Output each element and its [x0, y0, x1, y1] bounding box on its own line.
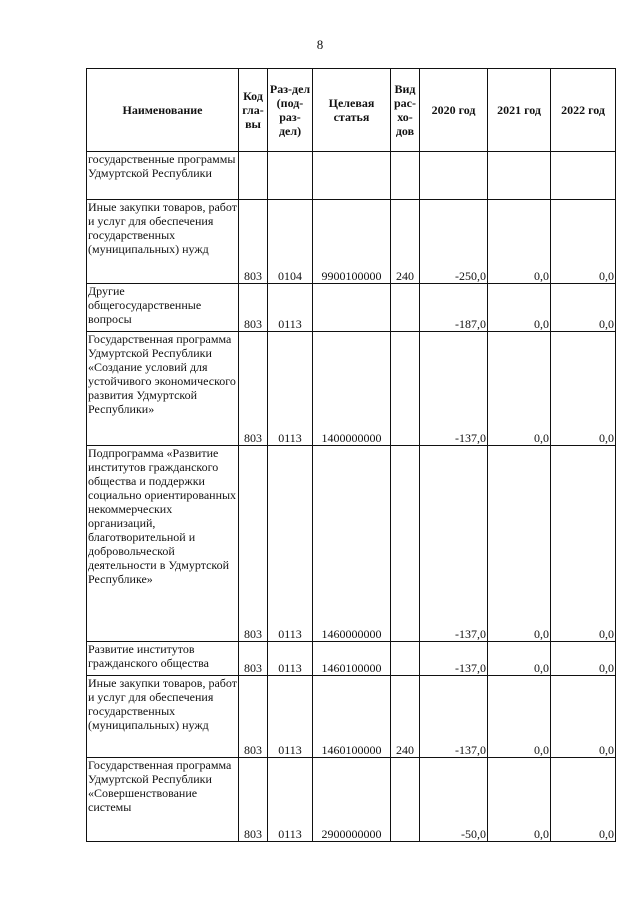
cell-target-article: 2900000000	[313, 758, 391, 842]
header-target-article: Целевая статья	[313, 69, 391, 152]
cell-name: Подпрограмма «Развитие институтов гражданского общества и поддержки социально ориентированных некоммерческих организаций, благотворительной и добровольческой деятельности в Удмуртской Республике»	[87, 446, 239, 642]
cell-2021: 0,0	[488, 642, 551, 676]
cell-2021: 0,0	[488, 446, 551, 642]
cell-section	[268, 152, 313, 200]
cell-expense-type	[391, 284, 420, 332]
cell-target-article: 1460100000	[313, 642, 391, 676]
header-2022: 2022 год	[551, 69, 616, 152]
cell-2020: -137,0	[420, 446, 488, 642]
cell-target-article: 1460100000	[313, 676, 391, 758]
table-header-row	[87, 69, 616, 152]
table-row	[87, 284, 616, 332]
cell-chapter-code: 803	[239, 758, 268, 842]
cell-section: 0113	[268, 758, 313, 842]
cell-2020: -187,0	[420, 284, 488, 332]
header-chapter-code-label: Код гла-вы	[242, 89, 264, 131]
cell-name: Государственная программа Удмуртской Республики «Создание условий для устойчивого экономического развития Удмуртской Республики»	[87, 332, 239, 446]
cell-2022: 0,0	[551, 332, 616, 446]
cell-2021: 0,0	[488, 200, 551, 284]
header-expense-type	[391, 69, 420, 152]
cell-2020: -250,0	[420, 200, 488, 284]
header-section-label: Раз-дел (под-раз-дел)	[269, 82, 311, 138]
table-row	[87, 676, 616, 758]
header-chapter-code	[239, 69, 268, 152]
cell-2020: -137,0	[420, 676, 488, 758]
cell-expense-type	[391, 152, 420, 200]
cell-2020: -50,0	[420, 758, 488, 842]
cell-name: Иные закупки товаров, работ и услуг для обеспечения государственных (муниципальных) нужд	[87, 200, 239, 284]
cell-expense-type	[391, 332, 420, 446]
cell-chapter-code: 803	[239, 446, 268, 642]
cell-chapter-code: 803	[239, 332, 268, 446]
cell-2020: -137,0	[420, 642, 488, 676]
cell-chapter-code	[239, 152, 268, 200]
cell-2020: -137,0	[420, 332, 488, 446]
cell-chapter-code: 803	[239, 642, 268, 676]
header-section	[268, 69, 313, 152]
table-row	[87, 332, 616, 446]
cell-expense-type	[391, 758, 420, 842]
cell-section: 0113	[268, 642, 313, 676]
header-name: Наименование	[87, 69, 239, 152]
cell-expense-type: 240	[391, 200, 420, 284]
table-row	[87, 446, 616, 642]
cell-2022: 0,0	[551, 758, 616, 842]
cell-2022: 0,0	[551, 284, 616, 332]
cell-2021: 0,0	[488, 676, 551, 758]
cell-target-article	[313, 152, 391, 200]
cell-section: 0113	[268, 446, 313, 642]
cell-2022: 0,0	[551, 676, 616, 758]
cell-name: Другие общегосударственные вопросы	[87, 284, 239, 332]
cell-2021	[488, 152, 551, 200]
cell-section: 0104	[268, 200, 313, 284]
cell-2022	[551, 152, 616, 200]
cell-2021: 0,0	[488, 758, 551, 842]
cell-2021: 0,0	[488, 284, 551, 332]
cell-2022: 0,0	[551, 642, 616, 676]
cell-expense-type: 240	[391, 676, 420, 758]
cell-2021: 0,0	[488, 332, 551, 446]
cell-target-article: 1400000000	[313, 332, 391, 446]
cell-name: государственные программы Удмуртской Республики	[87, 152, 239, 200]
page-number: 8	[316, 37, 324, 52]
table-row	[87, 200, 616, 284]
cell-name: Иные закупки товаров, работ и услуг для обеспечения государственных (муниципальных) нужд	[87, 676, 239, 758]
cell-section: 0113	[268, 284, 313, 332]
header-2021: 2021 год	[488, 69, 551, 152]
cell-2020	[420, 152, 488, 200]
cell-target-article	[313, 284, 391, 332]
cell-2022: 0,0	[551, 446, 616, 642]
header-expense-type-label: Вид рас-хо-дов	[394, 82, 416, 138]
header-2020: 2020 год	[420, 69, 488, 152]
cell-2022: 0,0	[551, 200, 616, 284]
table-row	[87, 642, 616, 676]
table-row	[87, 758, 616, 842]
cell-expense-type	[391, 642, 420, 676]
budget-table	[86, 68, 616, 842]
cell-expense-type	[391, 446, 420, 642]
cell-target-article: 9900100000	[313, 200, 391, 284]
cell-section: 0113	[268, 676, 313, 758]
cell-section: 0113	[268, 332, 313, 446]
cell-chapter-code: 803	[239, 284, 268, 332]
cell-name: Государственная программа Удмуртской Республики «Совершенствование системы	[87, 758, 239, 842]
cell-chapter-code: 803	[239, 676, 268, 758]
cell-name: Развитие институтов гражданского общества	[87, 642, 239, 676]
cell-chapter-code: 803	[239, 200, 268, 284]
cell-target-article: 1460000000	[313, 446, 391, 642]
table-row	[87, 152, 616, 200]
